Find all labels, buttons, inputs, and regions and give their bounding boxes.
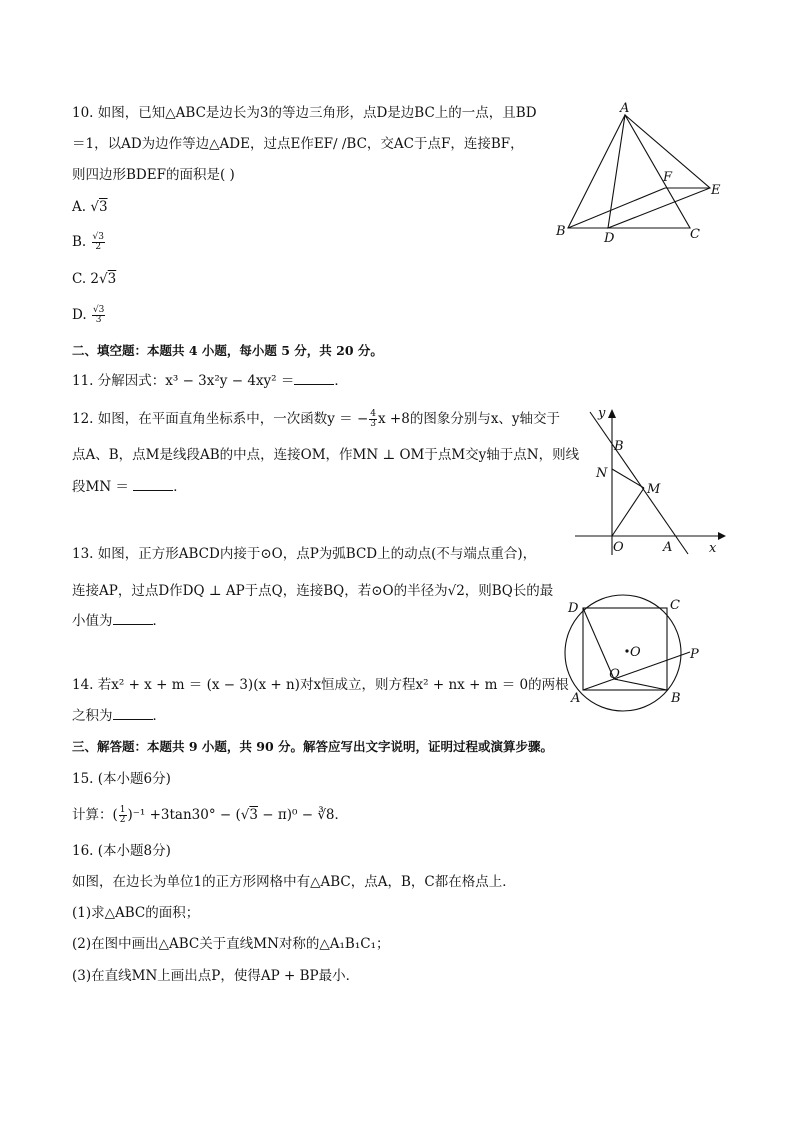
q12-line1	[72, 410, 560, 429]
q12-figure	[570, 400, 730, 560]
q15-calc: 计算：( $\frac{1}{2}$ )⁻¹ +3tan30° − (√3 − π)⁰ − ∛8．	[72, 805, 349, 825]
q15-radicand: 3	[249, 807, 258, 823]
fig12-label-x: x	[709, 541, 717, 556]
q14-line2	[72, 707, 166, 725]
fig13-label-p: P	[690, 647, 699, 662]
q13-line1: 13. 如图，正方形ABCD内接于⊙O，点P为弧BCD上的动点(不与端点重合)，	[72, 546, 537, 562]
q10-option-d-den: 3	[95, 315, 102, 325]
q13-blank	[113, 612, 153, 625]
triangle-ade	[608, 115, 710, 228]
q10-option-b-fraction	[92, 233, 105, 252]
q13-figure	[560, 590, 710, 720]
q13-line3	[72, 612, 166, 630]
q12-line3-text: 段MN ＝	[72, 479, 129, 495]
q10-option-a: A. √3	[72, 199, 108, 215]
section3-heading: 三、解答题：本题共 9 小题，共 90 分。解答应写出文字说明，证明过程或演算步骤。	[72, 739, 554, 754]
q10-option-a-radicand: 3	[98, 199, 108, 215]
center-point-icon	[625, 649, 628, 652]
q15-frac-num: 1	[119, 805, 126, 815]
q16-title: 16. (本小题8分)	[72, 843, 171, 859]
q10-option-a-label: A.	[72, 199, 91, 215]
q12-frac-num: 4	[370, 409, 377, 419]
q16-line2: (1)求△ABC的面积；	[72, 905, 200, 921]
segment-bq	[614, 679, 667, 690]
section2-heading: 二、填空题：本题共 4 小题，每小题 5 分，共 20 分。	[72, 343, 383, 358]
q12-fraction	[369, 410, 377, 429]
fig13-label-d: D	[568, 601, 579, 616]
x-axis-arrow-icon	[718, 532, 726, 540]
q12-line2: 点A、B，点M是线段AB的中点，连接OM，作MN ⊥ OM于点M交y轴于点N，则线	[72, 447, 580, 463]
fig13-label-a: A	[571, 691, 581, 706]
fig12-label-n: N	[596, 466, 608, 481]
q11-end: ．	[334, 373, 348, 389]
q10-figure	[550, 100, 730, 250]
fig12-label-o: O	[613, 540, 624, 555]
fig10-label-c: C	[690, 227, 700, 242]
q14-blank	[113, 707, 153, 720]
fig12-label-y: y	[598, 406, 606, 421]
segment-mn	[612, 469, 644, 488]
q15-title: 15. (本小题6分)	[72, 771, 171, 787]
q13-line3-text: 小值为	[72, 613, 113, 629]
fig13-label-q: Q	[609, 667, 620, 682]
fig12-label-m: M	[647, 482, 661, 497]
q12-line1-b: x +8的图象分别与x、y轴交于	[378, 411, 561, 427]
q10-line1: 10. 如图，已知△ABC是边长为3的等边三角形，点D是边BC上的一点，且BD	[72, 105, 537, 121]
q12-frac-den: 3	[370, 419, 377, 429]
q10-line2: ＝1，以AD为边作等边△ADE，过点E作EF∕ ∕BC，交AC于点F，连接BF，	[72, 136, 524, 152]
fig10-label-a: A	[620, 101, 630, 116]
line-ab	[590, 412, 688, 554]
fig13-label-c: C	[670, 598, 680, 613]
q10-option-d-num: √3	[92, 305, 105, 315]
q15-fraction	[119, 806, 127, 825]
q12-line3	[72, 478, 187, 496]
q10-option-c: C. 2√3	[72, 271, 117, 287]
q10-option-c-label: C. 2	[72, 271, 100, 287]
q13-line2: 连接AP，过点D作DQ ⊥ AP于点Q，连接BQ，若⊙O的半径为√2，则BQ长的最	[72, 583, 554, 599]
q15-calc-b: )⁻¹ +3tan30° − (	[127, 807, 241, 823]
q10-option-b-den: 2	[95, 242, 102, 252]
fig12-label-b: B	[614, 439, 624, 454]
q12-blank	[133, 478, 173, 491]
q11-text: 11. 分解因式：x³ − 3x²y − 4xy² ＝	[72, 373, 295, 389]
q16-line4: (3)在直线MN上画出点P，使得AP + BP最小．	[72, 968, 360, 984]
q16-line3: (2)在图中画出△ABC关于直线MN对称的△A₁B₁C₁；	[72, 936, 390, 952]
circle-o	[565, 595, 681, 711]
q10-option-b-num: √3	[92, 232, 104, 242]
q13-line3-end: ．	[152, 613, 166, 629]
segment-om	[612, 488, 644, 536]
q14-line2-text: 之积为	[72, 708, 113, 724]
q14-line1: 14. 若x² + x + m ＝ (x − 3)(x + n)对x恒成立，则方程x² + nx + m ＝ 0的两根	[72, 677, 569, 693]
q10-option-d-fraction	[92, 306, 105, 325]
q11-line	[72, 372, 348, 390]
q10-option-b	[72, 233, 106, 252]
fig12-label-a: A	[663, 540, 673, 555]
segment-bf	[568, 188, 665, 228]
q10-option-d-label: D.	[72, 307, 91, 323]
q15-calc-a: 计算：(	[72, 807, 118, 823]
fig10-label-b: B	[556, 224, 566, 239]
q10-option-d	[72, 306, 106, 325]
q14-line2-end: ．	[152, 708, 166, 724]
q16-line1: 如图，在边长为单位1的正方形网格中有△ABC，点A，B，C都在格点上．	[72, 874, 516, 890]
fig13-label-o: O	[630, 645, 641, 660]
y-axis-arrow-icon	[608, 409, 616, 418]
q12-line3-end: ．	[173, 479, 187, 495]
fig10-label-d: D	[604, 231, 615, 246]
q15-frac-den: 2	[119, 815, 126, 825]
q15-calc-c: − π)⁰ − ∛8．	[257, 807, 349, 823]
fig10-label-e: E	[711, 183, 721, 198]
q10-line3: 则四边形BDEF的面积是( )	[72, 167, 235, 183]
fig13-label-b: B	[671, 691, 681, 706]
fig10-label-f: F	[663, 170, 673, 185]
q10-option-b-label: B.	[72, 234, 91, 250]
square-abcd	[583, 608, 667, 690]
q12-line1-a: 12. 如图，在平面直角坐标系中，一次函数y ＝ −	[72, 411, 369, 427]
q10-option-c-radicand: 3	[107, 271, 117, 287]
q11-blank	[294, 372, 334, 385]
